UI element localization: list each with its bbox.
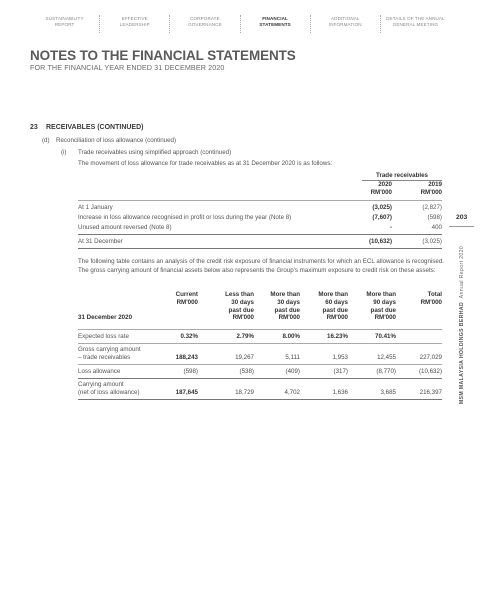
table-rule	[78, 200, 442, 201]
table-rule	[78, 399, 442, 400]
column-header-line: 30 days	[277, 298, 300, 306]
side-running-header	[459, 225, 465, 425]
cell-value: 18,729	[235, 389, 254, 396]
section-heading	[30, 124, 143, 131]
cell-value: 188,243	[175, 354, 198, 361]
table-rule	[78, 234, 442, 235]
nav-label-line2: GENERAL MEETING	[392, 21, 439, 27]
column-year: 2020	[378, 181, 392, 188]
nav-item-annual-general-meeting[interactable]	[381, 14, 450, 36]
column-group-header: Trade receivables	[376, 172, 428, 179]
column-header-more-30	[270, 291, 300, 322]
column-header-line: RM'000	[374, 314, 396, 322]
column-header-line: More than	[270, 291, 300, 298]
column-header-more-90	[366, 291, 396, 322]
cell-value: 227,029	[419, 354, 442, 361]
row-label: Loss allowance	[78, 368, 121, 375]
column-header-line: past due	[228, 306, 254, 314]
nav-item-sustainability-report[interactable]	[30, 14, 99, 36]
table-rule	[78, 248, 442, 249]
page-title: NOTES TO THE FINANCIAL STATEMENTS	[30, 48, 296, 63]
table-date-header: 31 December 2020	[78, 314, 133, 321]
subsection-title: Reconciliation of loss allowance (continued)	[56, 137, 177, 144]
cell-value: (8,770)	[376, 368, 396, 375]
column-header-line: Total	[427, 291, 442, 298]
cell-value: 0.32%	[180, 333, 198, 340]
cell-value: 2.79%	[236, 333, 254, 340]
nav-label-line2: REPORT	[54, 21, 75, 27]
cell-value: 5,111	[285, 354, 300, 361]
section-number: 23	[30, 124, 38, 131]
nav-label-line1: CORPORATE	[190, 16, 220, 21]
nav-label-line2: GOVERNANCE	[188, 21, 222, 27]
column-header-line: 30 days	[231, 298, 254, 306]
value-2020: -	[389, 224, 392, 231]
row-label-continued: (net of loss allowance)	[78, 389, 140, 397]
column-header-less-30	[225, 291, 254, 322]
value-2020: (7,607)	[372, 214, 392, 221]
cell-value: 19,267	[235, 354, 254, 361]
cell-value: 187,645	[175, 389, 198, 396]
column-header-2019	[421, 181, 442, 196]
column-unit: RM'000	[420, 188, 442, 196]
nav-item-financial-statements[interactable]	[241, 14, 310, 36]
column-header-line: past due	[274, 306, 300, 314]
table-rule	[78, 364, 442, 365]
nav-label-line1: FINANCIAL	[262, 16, 288, 21]
column-unit: RM'000	[370, 188, 392, 196]
nav-label-line2: INFORMATION	[328, 21, 362, 27]
subsubsection-heading	[61, 149, 231, 156]
cell-value: (538)	[239, 368, 254, 375]
table-rule	[78, 329, 442, 330]
column-header-more-60	[318, 291, 348, 322]
nav-item-effective-leadership[interactable]	[100, 14, 169, 36]
column-header-line: More than	[318, 291, 348, 298]
intro-paragraph: The movement of loss allowance for trade receivables as at 31 December 2020 is as follows:	[78, 160, 333, 167]
row-label: Unused amount reversed (Note 8)	[78, 224, 172, 231]
subsubsection-title: Trade receivables using simplified approach (continued)	[78, 149, 232, 156]
nav-item-corporate-governance[interactable]	[170, 14, 239, 36]
table-rule	[78, 343, 442, 344]
table-row	[78, 224, 442, 231]
cell-value: 1,953	[332, 354, 348, 361]
cell-value: 216,397	[419, 389, 442, 396]
cell-value: 12,455	[377, 354, 396, 361]
nav-label-line1: EFFECTIVE	[121, 16, 148, 21]
row-label: Increase in loss allowance recognised in profit or loss during the year (Note 8)	[78, 214, 292, 221]
column-header-line: RM'000	[176, 298, 198, 306]
section-title: RECEIVABLES (CONTINUED)	[46, 124, 144, 131]
column-header-total	[421, 291, 442, 307]
column-header-line: RM'000	[278, 314, 300, 322]
column-header-line: past due	[370, 306, 396, 314]
column-header-line: 90 days	[373, 298, 396, 306]
subsubsection-number: (i)	[61, 149, 67, 156]
section-nav	[30, 14, 450, 36]
column-header-line: 60 days	[325, 298, 348, 306]
nav-label-line1: DETAILS OF THE ANNUAL	[386, 16, 445, 21]
nav-label-line1: SUSTAINABILITY	[45, 16, 84, 21]
subsection-number: (d)	[42, 137, 50, 144]
row-label: Gross carrying amount	[78, 346, 141, 353]
cell-value: 16.23%	[327, 333, 348, 340]
value-2019: (598)	[427, 214, 442, 221]
cell-value: 70.41%	[375, 333, 396, 340]
column-header-line: Less than	[225, 291, 254, 298]
row-label: Carrying amount	[78, 381, 124, 388]
cell-value: (598)	[183, 368, 198, 375]
cell-value: 4,702	[284, 389, 300, 396]
value-2020: (3,025)	[372, 204, 392, 211]
row-label-block	[78, 346, 141, 363]
row-label-continued: – trade receivables	[78, 354, 131, 362]
subsection-heading	[42, 137, 176, 144]
cell-value: (317)	[333, 368, 348, 375]
value-2019: (2,827)	[422, 204, 442, 211]
table-total-row	[78, 238, 442, 245]
table-row	[78, 214, 442, 221]
column-header-line: More than	[366, 291, 396, 298]
cell-value: (10,632)	[418, 368, 442, 375]
cell-value: 8.00%	[282, 333, 300, 340]
cell-value: (409)	[285, 368, 300, 375]
company-name: MSM MALAYSIA HOLDINGS BERHAD	[459, 301, 465, 405]
value-2019: (3,025)	[422, 238, 442, 245]
page-subtitle: FOR THE FINANCIAL YEAR ENDED 31 DECEMBER 2020	[30, 63, 225, 72]
column-header-line: RM'000	[420, 298, 442, 306]
cell-value: 3,685	[380, 389, 396, 396]
page-number: 203	[456, 214, 468, 221]
row-label: At 31 December	[78, 238, 123, 245]
value-2020: (10,632)	[368, 238, 392, 245]
nav-item-additional-information[interactable]	[311, 14, 380, 36]
row-label-block	[78, 381, 140, 398]
cell-value: 1,636	[332, 389, 348, 396]
row-label: Expected loss rate	[78, 333, 129, 340]
column-header-2020	[371, 181, 392, 196]
value-2019: 400	[431, 224, 442, 231]
column-header-current	[176, 291, 198, 307]
column-year: 2019	[428, 181, 442, 188]
column-header-line: Current	[175, 291, 198, 298]
nav-label-line2: LEADERSHIP	[119, 21, 150, 27]
nav-label-line2: STATEMENTS	[259, 21, 291, 27]
table-rule	[78, 378, 442, 379]
report-name: Annual Report 2020	[459, 245, 465, 299]
credit-risk-paragraph: The following table contains an analysis of the credit risk exposure of financial instruments for which an ECL allowance is recognised. The gross carrying amount of financial assets below also represents the Group's maximum exposure to credit risk on these assets:	[78, 258, 444, 274]
column-header-line: RM'000	[232, 314, 254, 322]
column-header-line: RM'000	[326, 314, 348, 322]
column-header-line: past due	[322, 306, 348, 314]
nav-label-line1: ADDITIONAL	[330, 16, 360, 21]
table-row	[78, 204, 442, 211]
row-label: At 1 January	[78, 204, 113, 211]
